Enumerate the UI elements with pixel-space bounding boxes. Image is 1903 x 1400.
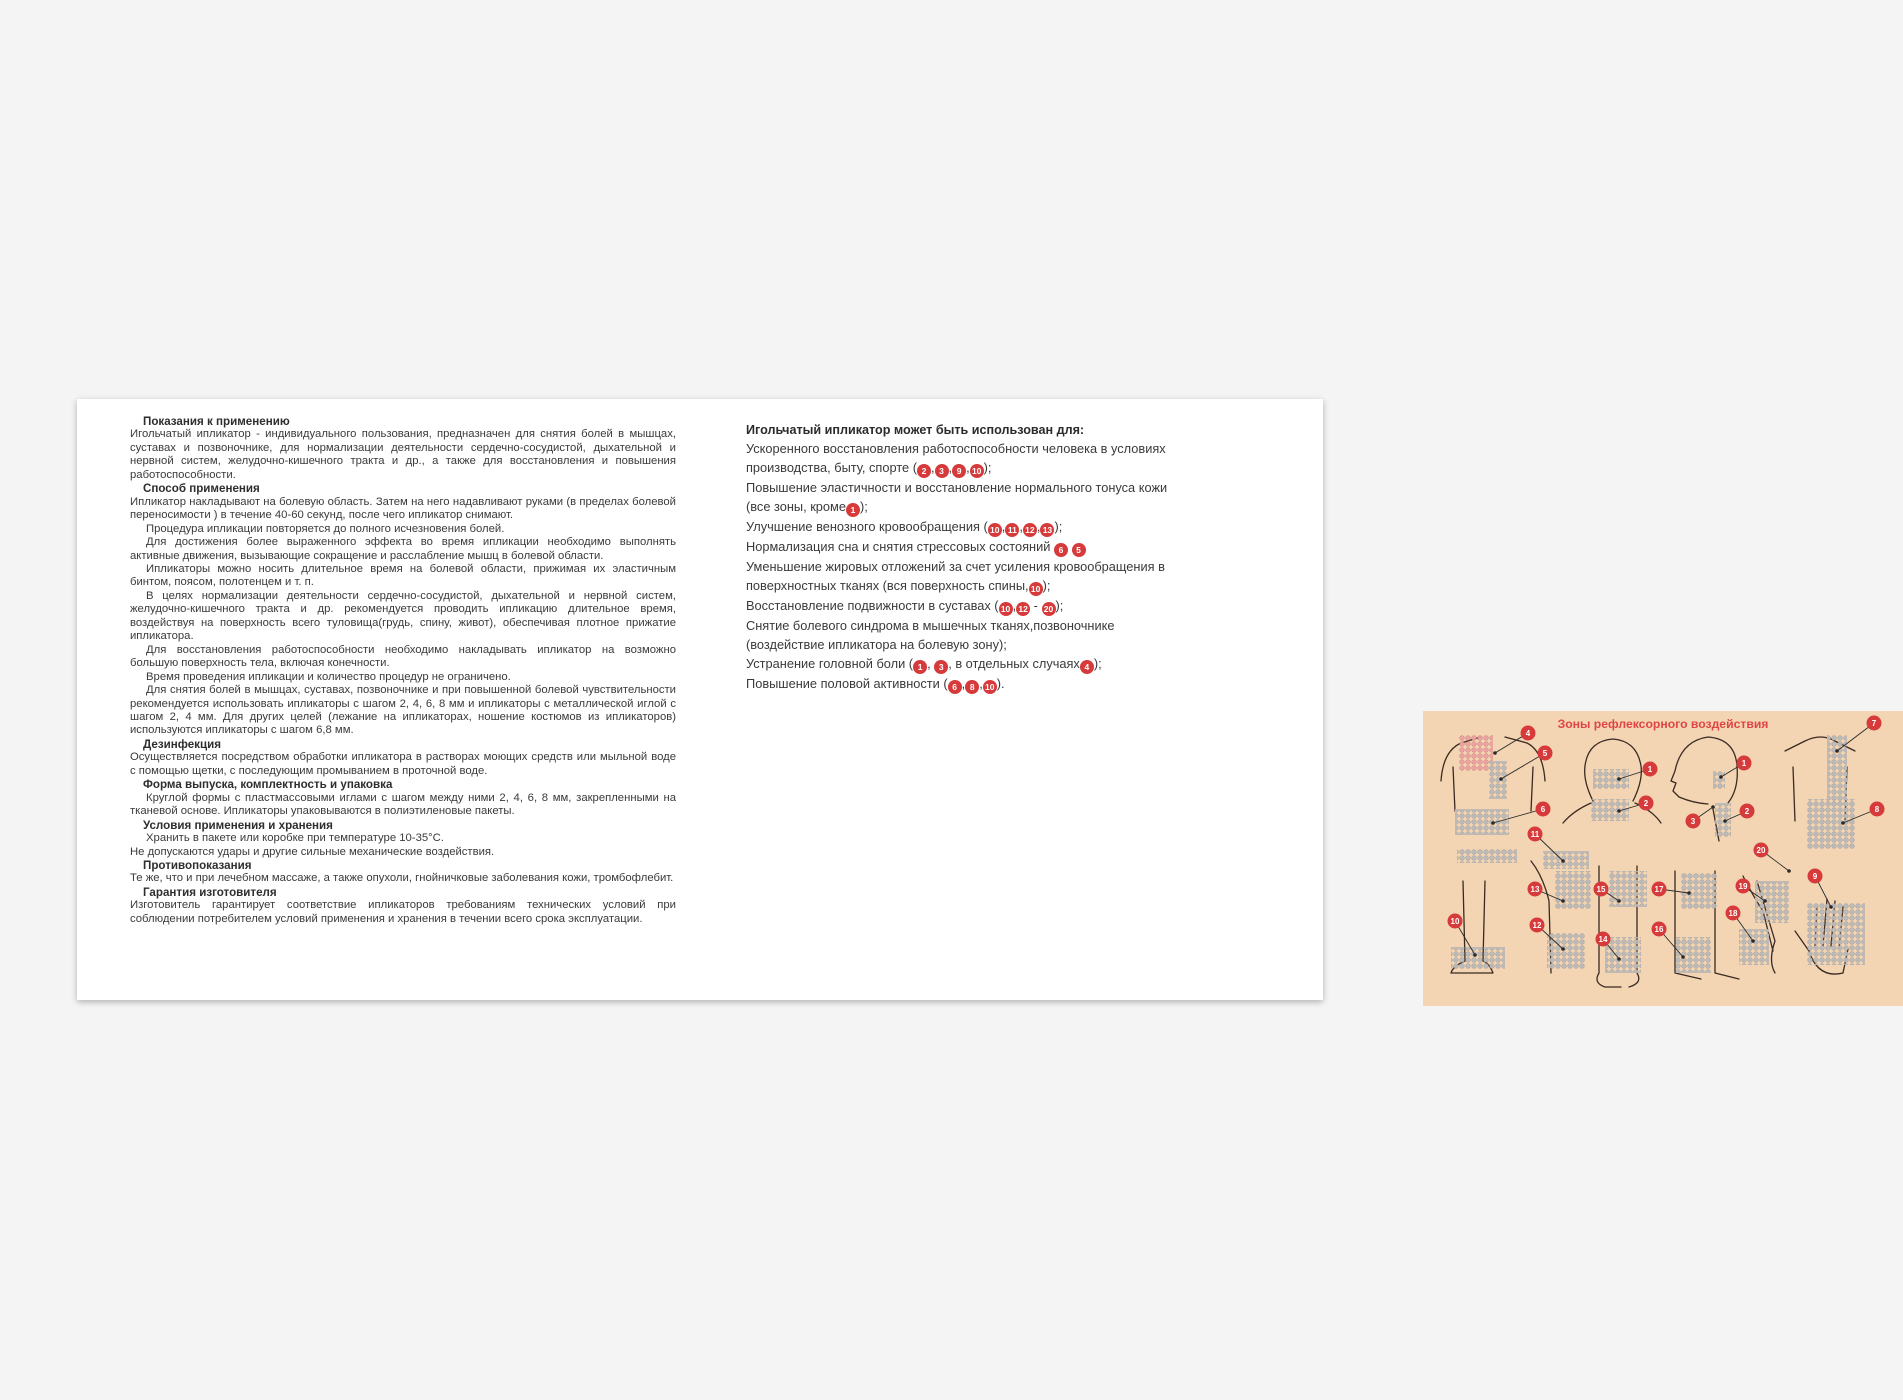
zone-number: 19 [1738, 882, 1748, 891]
leader-dot [1763, 899, 1767, 903]
usage-item: Повышение эластичности и восстановление нормального тонуса кожи [746, 480, 1168, 496]
leader-line [1501, 753, 1545, 779]
zone-number: 9 [1812, 872, 1818, 881]
zone-number: 13 [1530, 885, 1540, 894]
left-column [130, 415, 676, 926]
usage-item: Снятие болевого синдрома в мышечных тканях,позвоночнике [746, 618, 1115, 634]
section-paragraph: Процедура ипликации повторяется до полного исчезновения болей. [146, 522, 505, 535]
section-paragraph: Не допускаются удары и другие сильные механические воздействия. [130, 845, 495, 858]
section-heading: Показания к применению [143, 415, 290, 428]
zone-badge: 2 [917, 464, 931, 478]
section-paragraph: Для восстановления работоспособности необходимо накладывать ипликатор на возможно большую поверхность тела, включая конечности. [130, 643, 676, 670]
applicator-pad [1681, 873, 1717, 909]
section-paragraph: Хранить в пакете или коробке при температуре 10-35°С. [146, 832, 444, 845]
applicator-pad [1739, 929, 1769, 965]
leader-dot [1499, 777, 1503, 781]
zone-badge: 4 [1080, 660, 1094, 674]
zone-number: 8 [1874, 805, 1880, 814]
reflex-zones-diagram [1423, 711, 1903, 1006]
applicator-pad [1547, 933, 1585, 969]
zone-badge: 6 [1054, 543, 1068, 557]
section-paragraph: Время проведения ипликации и количество процедур не ограничено. [146, 670, 511, 683]
usage-item: Повышение половой активности ( 6 , 8 , 10 ). [746, 676, 1005, 693]
applicator-pad [1713, 771, 1725, 789]
leader-dot [1719, 775, 1723, 779]
section-paragraph: Те же, что и при лечебном массаже, а также опухоли, гнойничковые заболевания кожи, тромбофлебит. [130, 872, 674, 885]
diagram-title: Зоны рефлексорного воздействия [1557, 717, 1769, 731]
applicator-pad [1675, 937, 1711, 973]
applicator-pad [1593, 769, 1629, 789]
zone-badge: 12 [1016, 602, 1030, 616]
leader-dot [1561, 947, 1565, 951]
applicator-pad [1455, 809, 1509, 835]
zone-number: 1 [1741, 759, 1747, 768]
zone-number: 16 [1654, 925, 1664, 934]
leader-dot [1681, 955, 1685, 959]
leader-dot [1617, 957, 1621, 961]
applicator-pad [1605, 937, 1641, 973]
usage-item: Восстановление подвижности в суставах ( 10 , 12 - 20 ); [746, 598, 1064, 615]
applicator-pad [1555, 871, 1591, 909]
zone-badge: 10 [970, 464, 984, 478]
zone-number: 14 [1598, 935, 1608, 944]
zone-number: 18 [1728, 909, 1738, 918]
section-heading: Гарантия изготовителя [143, 885, 277, 899]
applicator-pad [1609, 871, 1647, 907]
section-paragraph: Ипликатор накладывают на болевую область. Затем на него надавливают руками (в пределах болевой переносимости ) в течение 40-60 секунд, после чего ипликатор снимают. [130, 495, 676, 522]
section-heading: Способ применения [143, 482, 260, 496]
leader-dot [1835, 749, 1839, 753]
section-paragraph: Ипликаторы можно носить длительное время на болевой области, прижимая их эластичным бинтом, поясом, полотенцем и т. п. [130, 562, 676, 589]
zone-badge: 10 [983, 680, 997, 694]
leader-dot [1493, 751, 1497, 755]
applicator-pad [1807, 903, 1865, 965]
leader-dot [1751, 939, 1755, 943]
usage-item: (воздействие ипликатора на болевую зону); [746, 637, 1007, 653]
zone-badge: 10 [988, 523, 1002, 537]
right-title: Игольчатый ипликатор может быть использован для: [746, 423, 1085, 437]
leader-dot [1561, 859, 1565, 863]
leader-dot [1491, 821, 1495, 825]
zone-number: 4 [1525, 729, 1531, 738]
section-paragraph: Осуществляется посредством обработки ипликатора в растворах моющих средств или мыльной воде с помощью щетки, с последующим промыванием в проточной воде. [130, 751, 676, 777]
zone-number: 7 [1871, 719, 1877, 728]
zone-number: 11 [1530, 830, 1540, 839]
usage-item: Устранение головной боли ( 1 , 3 , в отдельных случаях 4 ); [746, 656, 1102, 673]
usage-item: Нормализация сна и снятия стрессовых состояний 6 5 [746, 537, 1246, 557]
zone-number: 5 [1542, 749, 1548, 758]
zone-number: 15 [1596, 885, 1606, 894]
leader-dot [1723, 819, 1727, 823]
zone-number: 3 [1690, 817, 1696, 826]
leader-dot [1787, 869, 1791, 873]
zone-badge: 10 [999, 602, 1013, 616]
applicator-pad [1755, 881, 1789, 923]
usage-list [746, 439, 1246, 694]
zone-badge: 11 [1005, 523, 1019, 537]
zone-badge: 6 [948, 680, 962, 694]
applicator-pad [1807, 799, 1855, 849]
section-paragraph: Для достижения более выраженного эффекта во время ипликации необходимо выполнять активные движения, вызывающие сокращение и расслабление мышц в болевой области. [130, 536, 676, 562]
leader-dot [1841, 821, 1845, 825]
section-paragraph: Для снятия болей в мышцах, суставах, позвоночнике и при повышенной болевой чувствительности рекомендуется использовать ипликаторы с шагом 2, 4, 6, 8 мм и ипликаторы с металлической иглой с шагом 2, 4 мм. Для других целей (лежание на ипликаторах, ношение костюмов из ипликаторов) используются ипликаторы с шагом 6,8 мм. [130, 684, 676, 737]
zone-number: 6 [1540, 805, 1546, 814]
zone-badge: 12 [1023, 523, 1037, 537]
applicator-pad [1715, 803, 1731, 837]
leader-dot [1473, 953, 1477, 957]
leader-dot [1617, 777, 1621, 781]
applicator-pad [1451, 947, 1505, 969]
zone-number: 12 [1532, 921, 1542, 930]
zone-badge: 10 [1029, 582, 1043, 596]
zone-badge: 3 [935, 464, 949, 478]
section-heading: Противопоказания [143, 858, 252, 872]
zone-badge: 1 [913, 660, 927, 674]
right-column [746, 421, 1880, 944]
zone-number: 2 [1643, 799, 1649, 808]
body-zones-illustration [1423, 711, 1903, 1006]
leader-dot [1687, 891, 1691, 895]
section-paragraph: В целях нормализации деятельности сердечно-сосудистой, дыхательной и нервной систем, желудочно-кишечного тракта и др. рекомендуется проводить ипликацию длительное время, воздействуя на поверхность всего туловища(грудь, спину, живот), обеспечивая плотное прижатие ипликатора. [130, 589, 676, 643]
leader-dot [1617, 809, 1621, 813]
leader-dot [1711, 805, 1715, 809]
zone-badge: 8 [965, 680, 979, 694]
applicator-pad [1459, 735, 1493, 771]
usage-item: (все зоны, кроме 1 ); [746, 499, 868, 516]
section-paragraph: Игольчатый ипликатор - индивидуального пользования, предназначен для снятия болей в мышцах, суставах и позвоночнике, для нормализации деятельности сердечно-сосудистой, дыхательной и нервной систем, желудочно-кишечного тракта и др., а также для восстановления и повышения работоспособности. [130, 428, 676, 481]
leader-dot [1829, 905, 1833, 909]
usage-item: Ускоренного восстановления работоспособности человека в условиях производства, быту, спорте ( 2 , 3 , 9 , 10 ); [746, 441, 1166, 477]
section-paragraph: Круглой формы с пластмассовыми иглами с шагом между ними 2, 4, 6, 8 мм, закрепленными на тканевой основе. Ипликаторы упаковываются в полиэтиленовые пакеты. [130, 791, 676, 818]
zone-badge: 5 [1072, 543, 1086, 557]
zone-number: 17 [1654, 885, 1664, 894]
section-heading: Условия применения и хранения [143, 818, 333, 832]
section-heading: Форма выпуска, комплектность и упаковка [143, 778, 393, 792]
section-paragraph: Изготовитель гарантирует соответствие ипликаторов требованиям технических условий при соблюдении потребителем условий применения и хранения в течении всего срока эксплуатации. [130, 899, 676, 925]
leader-dot [1561, 899, 1565, 903]
applicator-pad [1489, 761, 1507, 799]
leader-dot [1617, 899, 1621, 903]
applicator-pad [1457, 849, 1517, 863]
zone-badge: 20 [1042, 602, 1056, 616]
zone-number: 20 [1756, 846, 1766, 855]
zone-badge: 3 [934, 660, 948, 674]
zone-badge: 13 [1040, 523, 1054, 537]
zone-badge: 9 [952, 464, 966, 478]
usage-item: Уменьшение жировых отложений за счет усиления кровообращения в поверхностных тканях (вся поверхность спины, 10 ); [746, 559, 1165, 595]
instruction-sheet [77, 399, 1880, 1000]
zone-number: 1 [1647, 765, 1653, 774]
zone-badge: 1 [846, 503, 860, 517]
zone-number: 10 [1450, 917, 1460, 926]
zone-number: 2 [1744, 807, 1750, 816]
section-heading: Дезинфекция [143, 737, 222, 751]
applicator-pad [1543, 851, 1589, 869]
usage-item: Улучшение венозного кровообращения ( 10 , 11 , 12 , 13 ); [746, 519, 1063, 536]
